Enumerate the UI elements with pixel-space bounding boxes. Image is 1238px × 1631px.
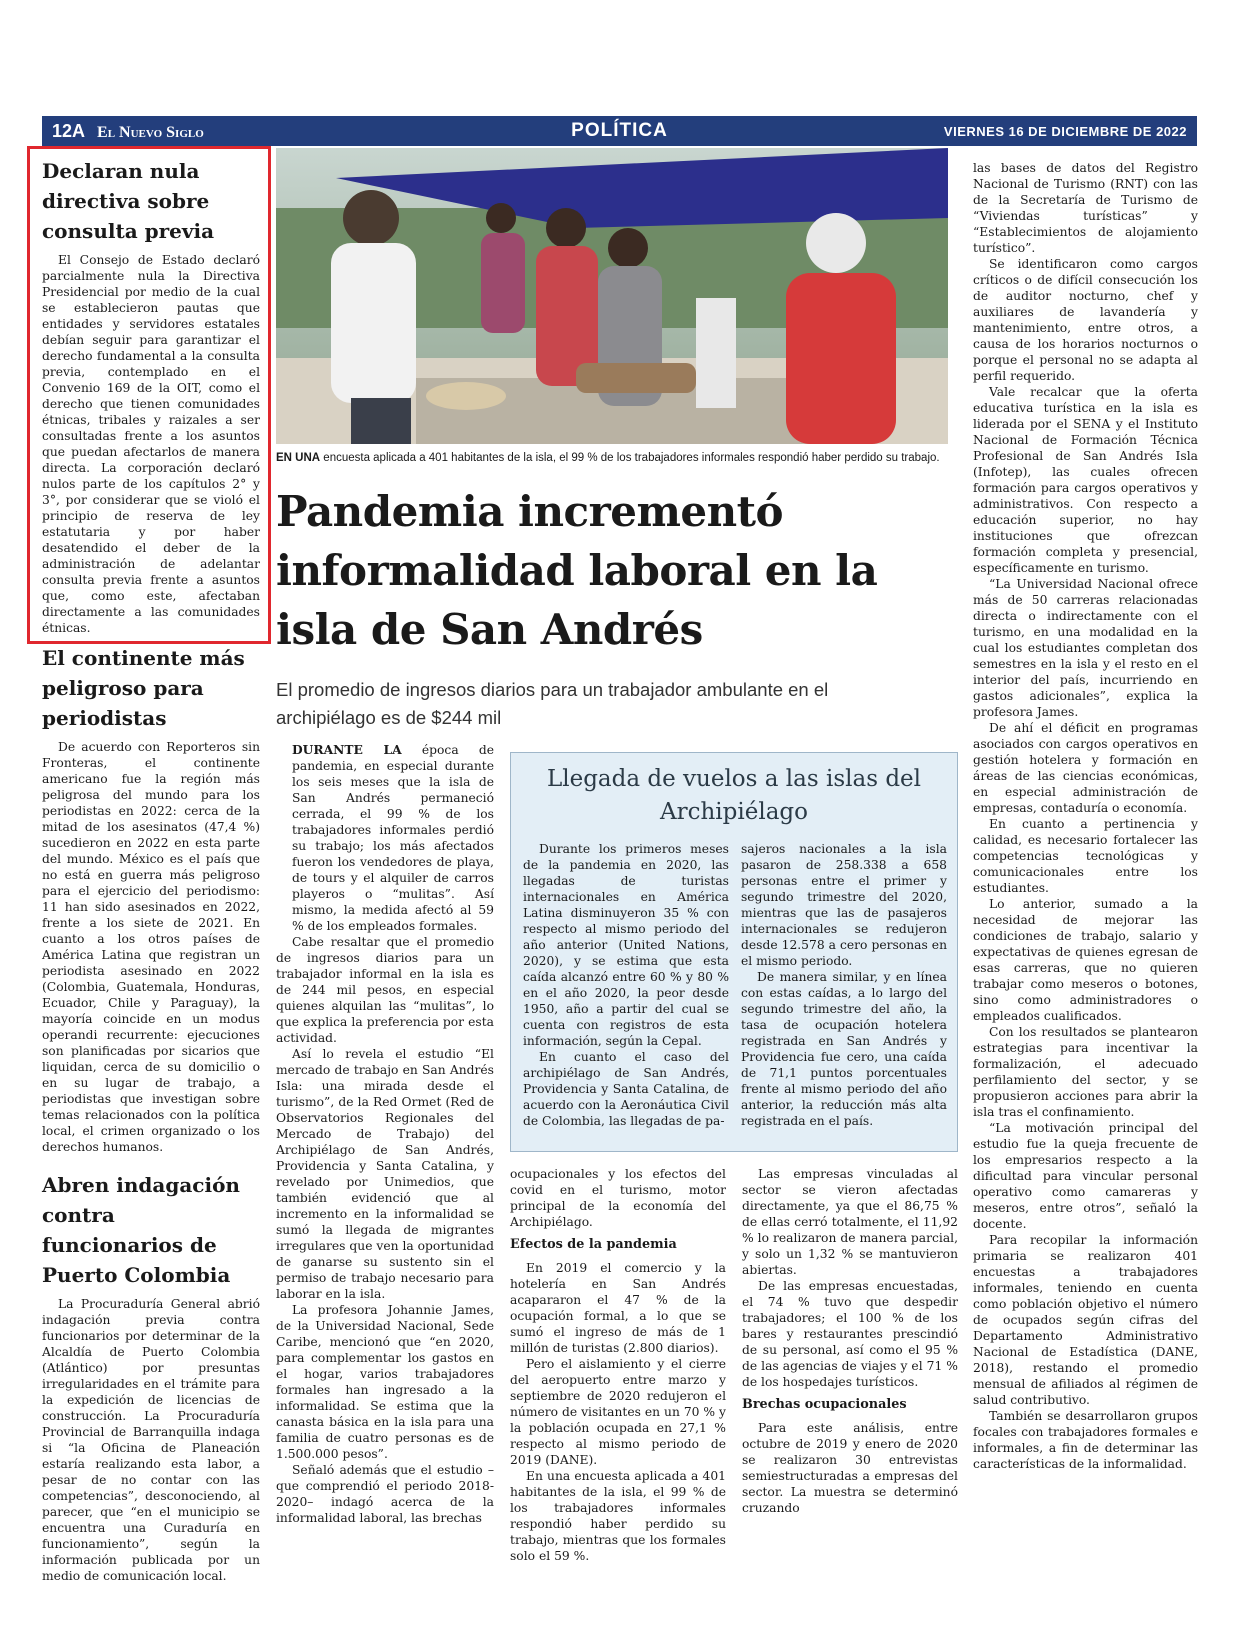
paragraph bbox=[973, 1120, 1198, 1232]
brief-puerto-colombia bbox=[42, 1170, 260, 1584]
paragraph bbox=[523, 1049, 729, 1129]
paragraph-text: En cuanto el caso del archipiélago de San Andrés, Providencia y Santa Catalina, de acuerdo con la Aeronáutica Civil de Colombia, las llegadas de pa- bbox=[523, 1050, 729, 1128]
paragraph-text: Durante los primeros meses de la pandemia en 2020, las llegadas de turistas internacionales en América Latina disminuyeron 35 % con respecto al mismo periodo del año anterior (United Nations, 2020), y se estima que esta caída alcanzó entre 60 % y 80 % en el año 2020, la peor desde 1950, año a partir del cual se cuenta con registros de esta información, según la Cepal. bbox=[523, 842, 729, 1048]
brief-body: De acuerdo con Reporteros sin Fronteras, el continente americano fue la región más peligrosa del mundo para los periodistas en 2022: cerca de la mitad de los asesinatos (47,4 %) sucedieron en 2022 en esta parte del mundo. México es el país que no está en guerra más peligroso para el ejercicio del periodismo: 11 han sido asesinados en 2022, frente a los siete de 2021. En cuanto a los otros países de América Latina que registran un periodista asesinado en 2022 (Colombia, Guatemala, Honduras, Ecuador, Chile y Paraguay), la mayoría coincide en un modus operandi recurrente: ejecuciones son planificadas por sicarios que liquidan, cerca de su domicilio o en su lugar de trabajo, a periodistas que investigan sobre temas relacionados con la política local, el crimen organizado o los derechos humanos. bbox=[42, 740, 260, 1154]
paragraph bbox=[510, 1468, 726, 1564]
brief-title: Abren indagación contra funcionarios de Puerto Colombia bbox=[42, 1173, 240, 1287]
paragraph-text: Así lo revela el estudio “El mercado de trabajo en San Andrés Isla: una mirada desde el turismo”, de la Red Ormet (Red de Observatorios Regionales del Mercado de Trabajo) del Archipiélago de San Andrés, Providencia y Santa Catalina, y revelado por Unimedios, que también evidenció que al incremento en la informalidad se sumó la llegada de migrantes irregulares que ven la oportunidad de ganarse su sustento sin el permiso de trabajo necesario para laborar en la isla. bbox=[276, 1047, 494, 1301]
paragraph bbox=[742, 1420, 958, 1516]
paragraph bbox=[741, 841, 947, 969]
paragraph bbox=[973, 384, 1198, 576]
paragraph bbox=[276, 1462, 494, 1526]
paragraph-text: las bases de datos del Registro Nacional de Turismo (RNT) con las de la Secretaría de Turismo de “Viviendas turísticas” y “Establecimientos de alojamiento turístico”. bbox=[973, 161, 1198, 255]
newspaper-name: El Nuevo Siglo bbox=[97, 123, 204, 141]
article-column-1 bbox=[276, 742, 494, 1526]
paragraph bbox=[973, 816, 1198, 896]
issue-date: VIERNES 16 DE DICIEMBRE DE 2022 bbox=[943, 123, 1187, 139]
photo-caption bbox=[276, 450, 948, 466]
sidebar-column-2 bbox=[741, 841, 947, 1129]
section-subheading: Efectos de la pandemia bbox=[510, 1237, 677, 1252]
paragraph bbox=[973, 160, 1198, 256]
paragraph-text: De manera similar, y en línea con estas caídas, a lo largo del segundo trimestre del año, la tasa de ocupación hotelera registrada en San Andrés y Providencia fue cero, una caída de 71,1 puntos porcentuales frente al mismo periodo del año anterior, la reducción más alta registrada en el país. bbox=[741, 970, 947, 1128]
paragraph bbox=[510, 1260, 726, 1356]
paragraph-text: Se identificaron como cargos críticos o de difícil consecución los de auditor nocturno, chef y auxiliares de lavandería y mantenimiento, entre otros, a causa de los horarios nocturnos o porque el personal no se adapta al perfil requerido. bbox=[973, 257, 1198, 383]
paragraph-text: También se desarrollaron grupos focales con trabajadores formales e informales, a fin de determinar las características de la informalidad. bbox=[973, 1409, 1198, 1471]
market-photo-illustration bbox=[276, 148, 948, 444]
paragraph-text: En cuanto a pertinencia y calidad, es necesario fortalecer las competencias tecnológicas y comunicacionales entre los estudiantes. bbox=[973, 817, 1198, 895]
paragraph-text: sajeros nacionales a la isla pasaron de 258.338 a 658 personas entre el primer y segundo trimestre del 2020, mientras que las de pasajeros internacionales se redujeron desde 12.578 a cero personas en el mismo periodo. bbox=[741, 842, 947, 968]
paragraph bbox=[973, 1024, 1198, 1120]
paragraph-text: ocupacionales y los efectos del covid en el turismo, motor principal de la economía del Archipiélago. bbox=[510, 1167, 726, 1229]
paragraph bbox=[973, 576, 1198, 720]
brief-periodistas bbox=[42, 643, 260, 1155]
paragraph-text: De las empresas encuestadas, el 74 % tuvo que despedir trabajadores; el 100 % de los bares y restaurantes prescindió de su personal, así como el 95 % de las agencias de viajes y el 71 % de los hospedajes turísticos. bbox=[742, 1279, 958, 1389]
paragraph-text: En una encuesta aplicada a 401 habitantes de la isla, el 99 % de los trabajadores informales respondió haber perdido su trabajo, mientras que los formales solo el 59 %. bbox=[510, 1469, 726, 1563]
paragraph-text: Señaló además que el estudio –que comprendió el periodo 2018-2020– indagó acerca de la informalidad laboral, las brechas bbox=[276, 1463, 494, 1525]
brief-title: Declaran nula directiva sobre consulta previa bbox=[42, 159, 215, 243]
sidebar-title: Llegada de vuelos a las islas del Archipiélago bbox=[546, 766, 922, 825]
paragraph bbox=[276, 742, 494, 934]
brief-title: El continente más peligroso para periodistas bbox=[42, 646, 245, 730]
paragraph bbox=[742, 1166, 958, 1278]
paragraph-text: Lo anterior, sumado a la necesidad de mejorar las condiciones de trabajo, salario y expectativas de quienes egresan de esas carreras, que no quieren trabajar como meseros o botones, sino como administradores o empleados cualificados. bbox=[973, 897, 1198, 1023]
sidebar-box bbox=[510, 752, 958, 1152]
paragraph bbox=[973, 1232, 1198, 1408]
paragraph-text: Cabe resaltar que el promedio de ingresos diarios para un trabajador informal en la isla es de 244 mil pesos, en especial quienes alquilan las “mulitas”, lo que explica la preferencia por esta actividad. bbox=[276, 935, 494, 1045]
section-subheading: Brechas ocupacionales bbox=[742, 1397, 907, 1412]
caption-lead: EN UNA bbox=[276, 452, 321, 464]
news-photo bbox=[276, 148, 948, 444]
header-left bbox=[52, 121, 204, 142]
paragraph bbox=[523, 841, 729, 1049]
paragraph-text: Vale recalcar que la oferta educativa turística en la isla es liderada por el SENA y el Instituto Nacional de Formación Técnica Profesional de San Andrés Isla (Infotep), las cuales ofrecen formación para cargos operativos y administrativos. Con respecto a educación superior, no hay instituciones que ofrezcan formación completa y presencial, específicamente en turismo. bbox=[973, 385, 1198, 575]
paragraph-text: En 2019 el comercio y la hotelería en San Andrés acapararon el 47 % de la ocupación formal, a lo que se sumó el ingreso de más de 1 millón de turistas (2.800 diarios). bbox=[510, 1261, 726, 1355]
section-name: POLÍTICA bbox=[571, 120, 668, 141]
paragraph bbox=[510, 1356, 726, 1468]
caption-text: encuesta aplicada a 401 habitantes de la isla, el 99 % de los trabajadores informales respondió haber perdido su trabajo. bbox=[323, 452, 940, 464]
article-column-4 bbox=[973, 160, 1198, 1472]
article-column-2 bbox=[510, 1166, 726, 1564]
paragraph bbox=[973, 256, 1198, 384]
lead-in: DURANTE LA bbox=[292, 742, 402, 757]
paragraph-text: Pero el aislamiento y el cierre del aeropuerto entre marzo y septiembre de 2020 redujeron el número de visitantes en un 70 % y la población ocupada en 27,1 % respecto al mismo periodo de 2019 (DANE). bbox=[510, 1357, 726, 1467]
paragraph-text: La profesora Johannie James, de la Universidad Nacional, Sede Caribe, mencionó que “en 2020, para complementar los gastos en el hogar, varios trabajadores formales han ingresado a la informalidad. Se estima que la canasta básica en la isla para una familia de cuatro personas es de 1.500.000 pesos”. bbox=[276, 1303, 494, 1461]
paragraph-text: Con los resultados se plantearon estrategias para incentivar la formalización, el adecuado perfilamiento del sector, y se propusieron acciones para abrir la isla tras el confinamiento. bbox=[973, 1025, 1198, 1119]
brief-consulta-previa bbox=[42, 156, 260, 636]
paragraph bbox=[973, 1408, 1198, 1472]
paragraph-text: “La Universidad Nacional ofrece más de 50 carreras relacionadas directa o indirectamente con el turismo, en una modalidad en la cual los estudiantes completan dos semestres en la isla y el resto en el interior del país, incurriendo en gastos adicionales”, explica la profesora James. bbox=[973, 577, 1198, 719]
page-header bbox=[42, 116, 1197, 146]
paragraph bbox=[276, 1046, 494, 1302]
article-column-3 bbox=[742, 1166, 958, 1516]
sidebar-column-1 bbox=[523, 841, 729, 1129]
paragraph-text: Para recopilar la información primaria se realizaron 401 encuestas a trabajadores informales, teniendo en cuenta como población objetivo el número de ocupados según cifras del Departamento Administrativo Nacional de Estadística (DANE, 2018), restando el promedio mensual de afiliados al régimen de salud contributivo. bbox=[973, 1233, 1198, 1407]
paragraph bbox=[742, 1278, 958, 1390]
paragraph-text: De ahí el déficit en programas asociados con cargos operativos en gestión hotelera y formación en áreas de las ciencias económicas, en especial administración de empresas, contaduría o economía. bbox=[973, 721, 1198, 815]
paragraph-text: “La motivación principal del estudio fue la queja frecuente de los empresarios respecto a la dificultad para vincular personal operativo como camareras y meseros, entre otros”, señaló la docente. bbox=[973, 1121, 1198, 1231]
brief-body: La Procuraduría General abrió indagación previa contra funcionarios por determinar de la Alcaldía de Puerto Colombia (Atlántico) por presuntas irregularidades en el trámite para la expedición de licencias de construcción. La Procuraduría Provincial de Barranquilla indaga si “la Oficina de Planeación estaría realizando esta labor, a pesar de no contar con las competencias”, desconociendo, al parecer, que “en el municipio se encuentra una Curaduría en funcionamiento”, según la información publicada por un medio de comunicación local. bbox=[42, 1297, 260, 1583]
paragraph-text: época de pandemia, en especial durante los seis meses que la isla de San Andrés permaneció cerrada, el 99 % de los trabajadores informales perdió su trabajo; los más afectados fueron los vendedores de playa, de tours y el alquiler de carros playeros o “mulitas”. Así mismo, la medida afectó al 59 % de los empleados formales. bbox=[292, 743, 494, 933]
article-headline: Pandemia incrementó informalidad laboral en la isla de San Andrés bbox=[276, 487, 878, 654]
paragraph bbox=[741, 969, 947, 1129]
paragraph-text: Para este análisis, entre octubre de 2019 y enero de 2020 se realizaron 30 entrevistas semiestructuradas a empresas del sector. La muestra se determinó cruzando bbox=[742, 1421, 958, 1515]
brief-body: El Consejo de Estado declaró parcialmente nula la Directiva Presidencial por medio de la cual se establecieron pautas que entidades y servidores estatales debían seguir para garantizar el derecho fundamental a la consulta previa, contemplado en el Convenio 169 de la OIT, como el derecho que tienen comunidades étnicas, tribales y raizales a ser consultadas frente a los asuntos que puedan afectarlos de manera directa. La corporación declaró nulos parte de los capítulos 2° y 3°, por considerar que se violó el principio de reserva de ley estatutaria y por haber desatendido el deber de la administración de adelantar consulta previa frente a asuntos que, como este, afectaban directamente a las comunidades étnicas. bbox=[42, 253, 260, 635]
paragraph-text: Las empresas vinculadas al sector se vieron afectadas directamente, ya que el 86,75 % de ellas cerró totalmente, el 11,92 % lo realizaron de manera parcial, y solo un 1,32 % se mantuvieron abiertas. bbox=[742, 1167, 958, 1277]
page-number: 12A bbox=[52, 120, 86, 141]
paragraph bbox=[276, 934, 494, 1046]
paragraph bbox=[510, 1166, 726, 1230]
article-subhead: El promedio de ingresos diarios para un trabajador ambulante en el archipiélago es de $244 mil bbox=[276, 679, 829, 728]
paragraph bbox=[973, 720, 1198, 816]
paragraph bbox=[973, 896, 1198, 1024]
paragraph bbox=[276, 1302, 494, 1462]
